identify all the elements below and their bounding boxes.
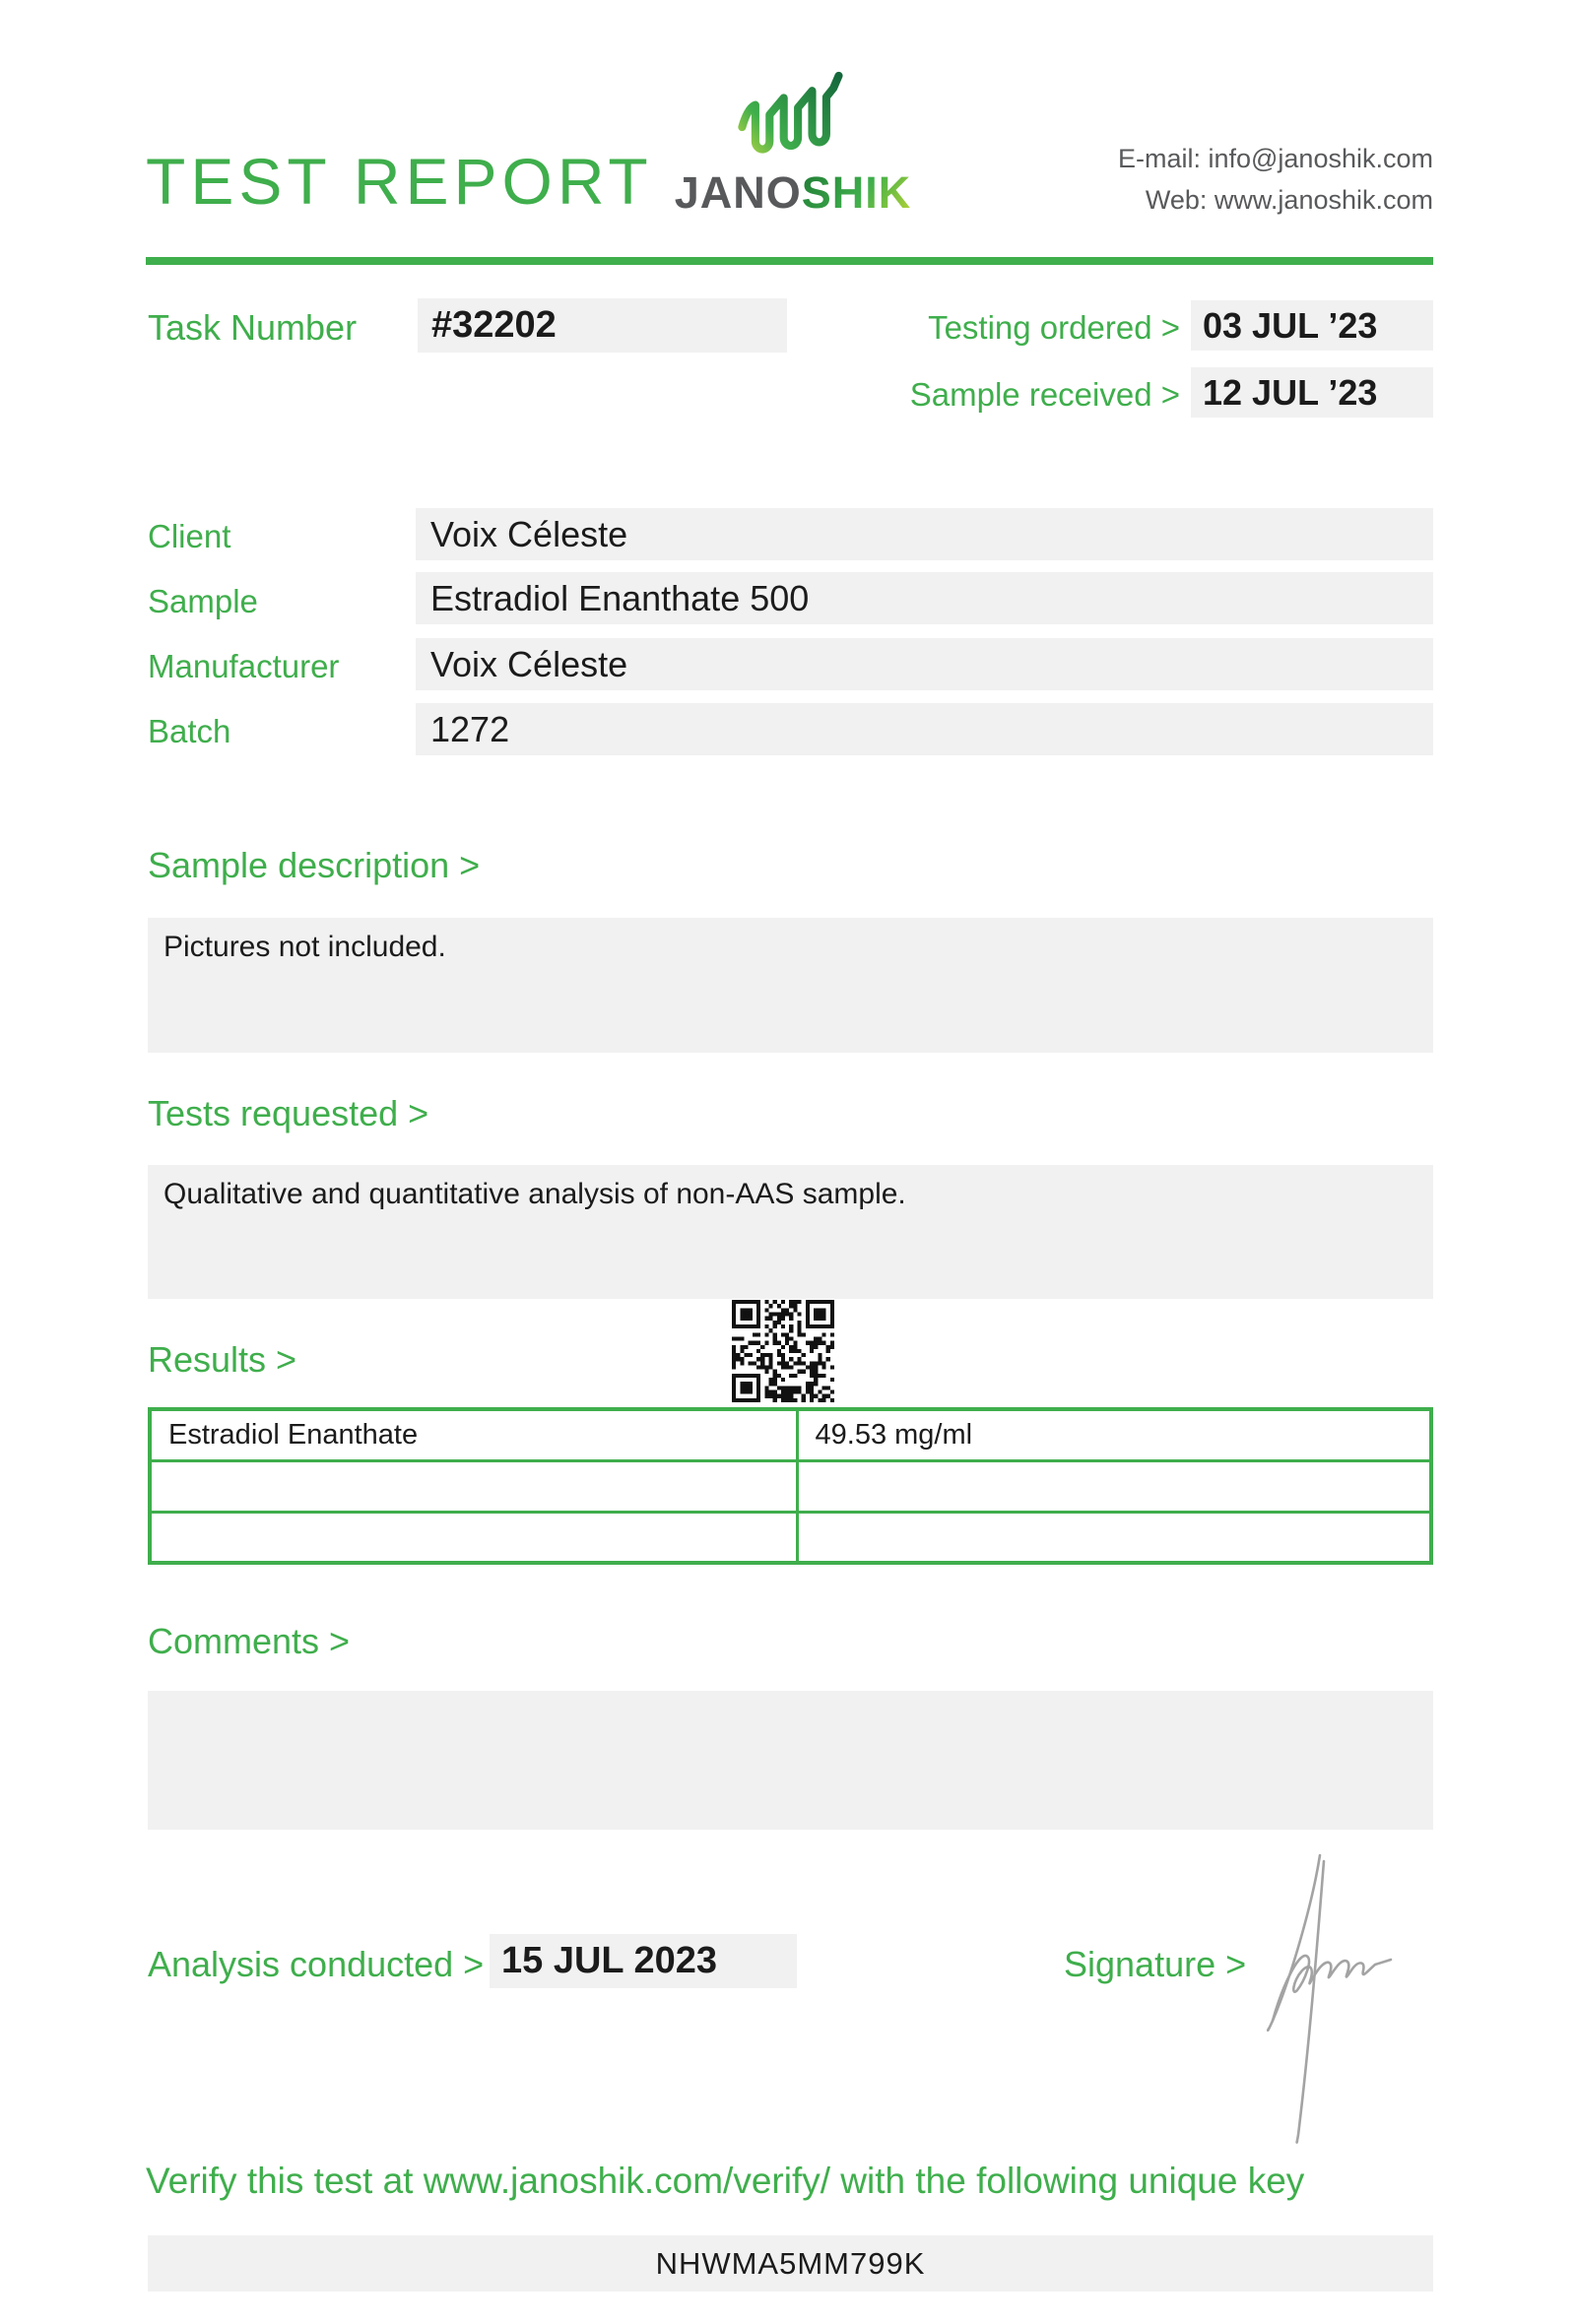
result-analyte-cell: Estradiol Enanthate: [150, 1409, 797, 1460]
contact-web: Web: www.janoshik.com: [1145, 185, 1433, 215]
sample-received-box: [1191, 367, 1433, 418]
analysis-date-box: [490, 1934, 797, 1988]
tests-requested-box: [148, 1165, 1433, 1299]
contact-block: [985, 138, 1433, 221]
testing-ordered-box: [1191, 300, 1433, 351]
result-value-cell: [797, 1512, 1431, 1563]
manufacturer-box: [416, 638, 1433, 690]
comments-heading: Comments >: [148, 1621, 351, 1661]
sample-box: [416, 572, 1433, 624]
task-number-value: #32202: [431, 304, 557, 346]
result-analyte-cell: [150, 1460, 797, 1512]
qr-code: [732, 1300, 834, 1402]
table-row: [150, 1460, 1431, 1512]
sample-description-heading: Sample description >: [148, 845, 481, 885]
results-table: [148, 1407, 1433, 1565]
testing-ordered-value: 03 JUL ’23: [1203, 304, 1378, 346]
results-heading: Results >: [148, 1339, 297, 1380]
batch-label: Batch: [148, 713, 231, 749]
header-divider: [146, 257, 1433, 265]
client-value: Voix Céleste: [430, 513, 628, 554]
client-box: [416, 508, 1433, 560]
testing-ordered-label: Testing ordered >: [928, 309, 1180, 346]
analysis-date-value: 15 JUL 2023: [501, 1940, 718, 1981]
task-number-box: [418, 298, 787, 353]
tests-requested-text: Qualitative and quantitative analysis of non-AAS sample.: [164, 1178, 906, 1210]
sample-received-label: Sample received >: [909, 376, 1180, 413]
logo-wordmark: [670, 167, 916, 219]
verify-instruction: [146, 2161, 1434, 2202]
result-value-cell: [797, 1460, 1431, 1512]
sample-label: Sample: [148, 583, 258, 619]
analysis-conducted-label: Analysis conducted >: [148, 1944, 485, 1984]
logo-wordmark-gray: JANO: [674, 167, 802, 218]
signature-image: [1243, 1851, 1415, 2152]
sample-received-value: 12 JUL ’23: [1203, 371, 1378, 413]
manufacturer-value: Voix Céleste: [430, 643, 628, 684]
tests-requested-heading: Tests requested >: [148, 1093, 429, 1133]
sample-description-text: Pictures not included.: [164, 931, 446, 963]
batch-value: 1272: [430, 708, 510, 749]
task-number-label: Task Number: [148, 307, 358, 348]
result-value-cell: 49.53 mg/ml: [797, 1409, 1431, 1460]
sample-description-box: [148, 918, 1433, 1053]
page-title: TEST REPORT: [146, 145, 653, 218]
verify-key-value: NHWMA5MM799K: [655, 2245, 926, 2281]
logo-wordmark-green: SHIK: [801, 167, 912, 218]
batch-box: [416, 703, 1433, 755]
table-row: [150, 1409, 1431, 1460]
verify-key-box: [148, 2235, 1433, 2292]
manufacturer-label: Manufacturer: [148, 648, 340, 684]
verify-text: Verify this test at www.janoshik.com/verify/ with the following unique key: [146, 2161, 1305, 2201]
signature-label: Signature >: [1064, 1944, 1247, 1984]
result-analyte-cell: [150, 1512, 797, 1563]
comments-box: [148, 1691, 1433, 1830]
contact-email: E-mail: info@janoshik.com: [1117, 144, 1433, 173]
sample-value: Estradiol Enanthate 500: [430, 577, 810, 618]
table-row: [150, 1512, 1431, 1563]
logo-chart-icon: [737, 69, 843, 169]
client-label: Client: [148, 518, 231, 554]
